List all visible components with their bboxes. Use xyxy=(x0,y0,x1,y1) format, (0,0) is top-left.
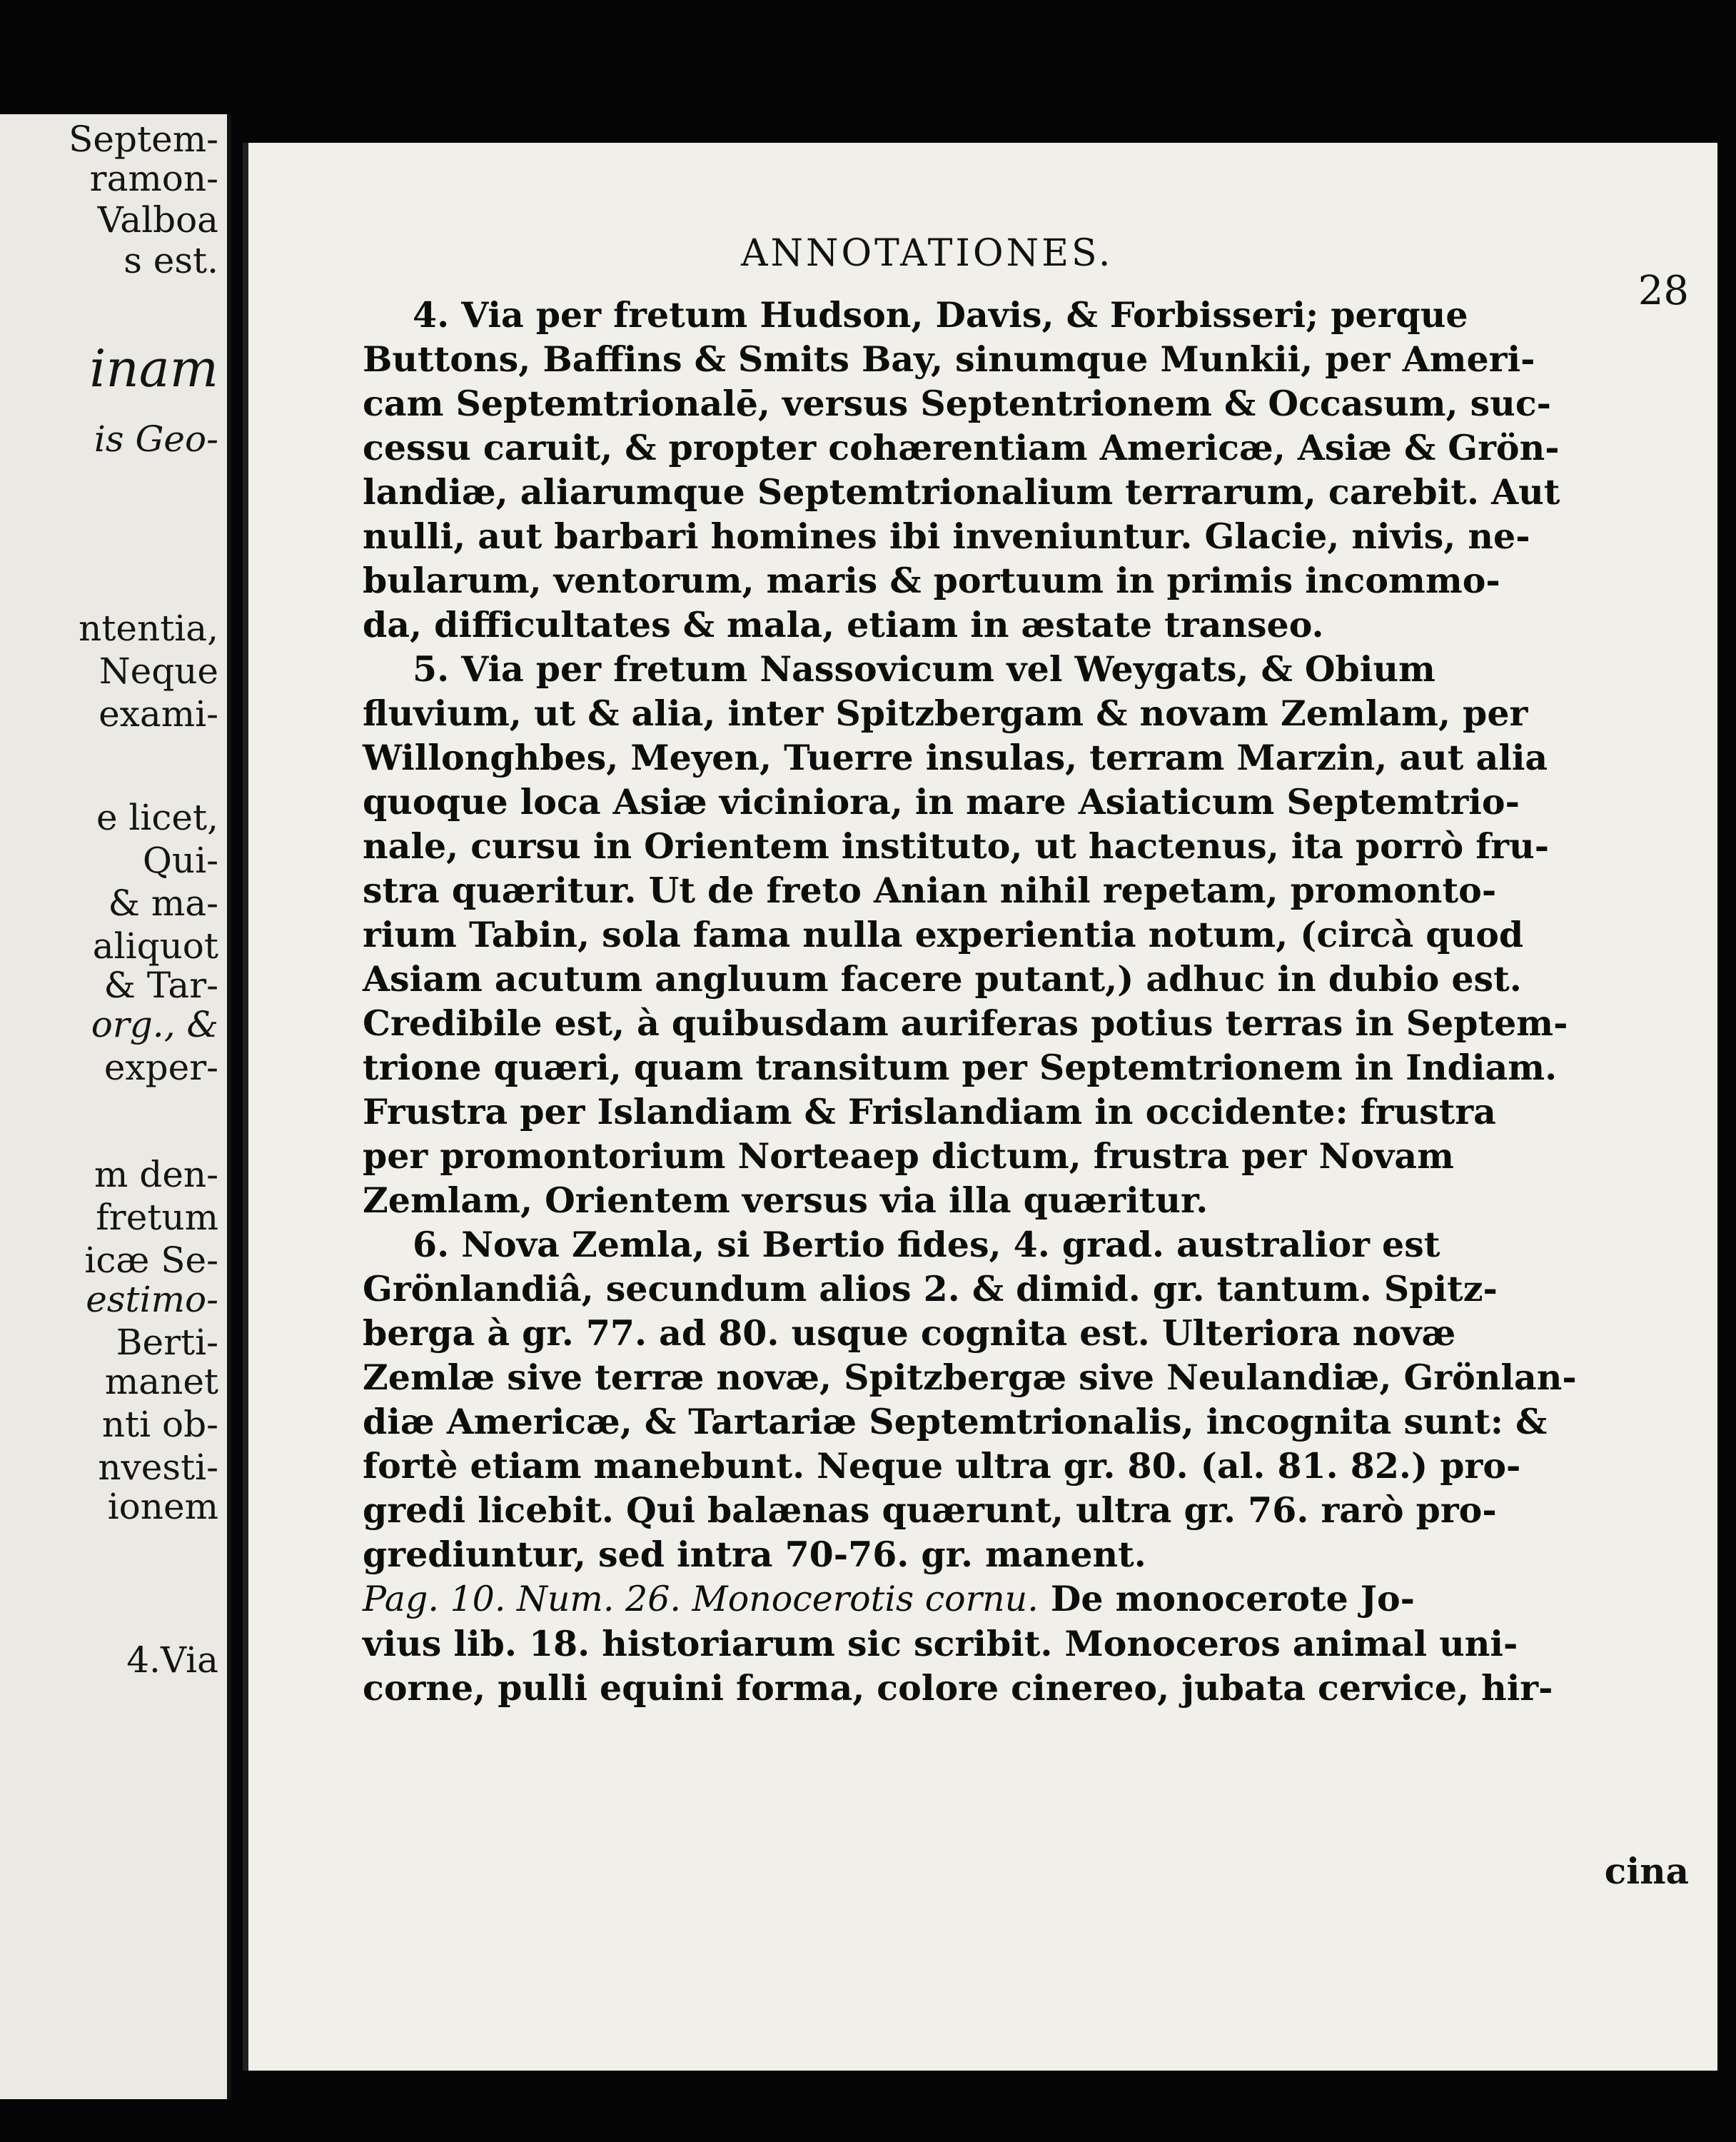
body-line: trione quæri, quam transitum per Septemtrionem in Indiam. xyxy=(363,1047,1558,1088)
left-page-line: ramon- xyxy=(89,158,218,199)
left-page-fragment xyxy=(0,114,231,2099)
left-page-line: exami- xyxy=(99,693,218,735)
left-page-line: ntentia, xyxy=(79,608,218,649)
left-page-line: Neque xyxy=(99,650,218,692)
body-line: stra quæritur. Ut de freto Anian nihil repetam, promonto- xyxy=(363,870,1497,911)
left-page-line: manet xyxy=(104,1361,218,1402)
body-line: per promontorium Norteaep dictum, frustra per Novam xyxy=(363,1135,1455,1177)
left-page-line: m den- xyxy=(94,1154,218,1195)
body-line: Zemlam, Orientem versus via illa quæritur. xyxy=(363,1180,1208,1221)
body-line: Asiam acutum angluum facere putant,) adhuc in dubio est. xyxy=(363,958,1522,1000)
body-line: Willonghbes, Meyen, Tuerre insulas, terram Marzin, aut alia xyxy=(363,737,1548,778)
body-line: rium Tabin, sola fama nulla experientia notum, (circà quod xyxy=(363,914,1524,955)
body-line: nale, cursu in Orientem instituto, ut hactenus, ita porrò fru- xyxy=(363,825,1550,867)
body-line: fortè etiam manebunt. Neque ultra gr. 80. (al. 81. 82.) pro- xyxy=(363,1445,1521,1487)
body-line: Buttons, Baffins & Smits Bay, sinumque Munkii, per Ameri- xyxy=(363,338,1535,380)
page-number: 28 xyxy=(1637,268,1689,314)
body-line: Credibile est, à quibusdam auriferas potius terras in Septem- xyxy=(363,1002,1568,1044)
left-page-line: fretum xyxy=(96,1197,218,1238)
body-line: 6. Nova Zemla, si Bertio fides, 4. grad. australior est xyxy=(413,1224,1440,1265)
body-line: Frustra per Islandiam & Frislandiam in occidente: frustra xyxy=(363,1091,1496,1132)
left-page-line: is Geo- xyxy=(94,418,218,460)
left-page-line: aliquot xyxy=(92,925,218,967)
body-line: cessu caruit, & propter cohærentiam Americæ, Asiæ & Grön- xyxy=(363,427,1560,468)
body-line: Zemlæ sive terræ novæ, Spitzbergæ sive Neulandiæ, Grönlan- xyxy=(363,1357,1577,1398)
left-page-line: ionem xyxy=(107,1486,218,1527)
note-text: De monocerote Jo- xyxy=(1038,1578,1415,1619)
left-page-line: org., & xyxy=(91,1004,218,1045)
left-page-line: nti ob- xyxy=(101,1404,218,1445)
body-line: bularum, ventorum, maris & portuum in primis incommo- xyxy=(363,560,1500,601)
left-page-line: s est. xyxy=(123,240,218,281)
body-line: grediuntur, sed intra 70-76. gr. manent. xyxy=(363,1534,1146,1575)
left-page-line: Qui- xyxy=(142,840,218,881)
body-line: Grönlandiâ, secundum alios 2. & dimid. gr. tantum. Spitz- xyxy=(363,1268,1498,1309)
left-page-line: e licet, xyxy=(96,797,218,838)
catchword: cina xyxy=(1604,1850,1689,1892)
body-line: 5. Via per fretum Nassovicum vel Weygats, & Obium xyxy=(413,648,1435,690)
left-page-line: exper- xyxy=(104,1047,218,1088)
left-page-line: 4.Via xyxy=(126,1639,218,1681)
note-line xyxy=(363,1577,1690,1621)
left-page-line: Berti- xyxy=(116,1322,218,1363)
body-line: da, difficultates & mala, etiam in æstate transeo. xyxy=(363,604,1324,645)
body-line: 4. Via per fretum Hudson, Davis, & Forbisseri; perque xyxy=(413,294,1468,336)
left-page-line: inam xyxy=(89,338,218,398)
body-line: nulli, aut barbari homines ibi inveniuntur. Glacie, nivis, ne- xyxy=(363,516,1530,557)
body-line: gredi licebit. Qui balænas quærunt, ultra gr. 76. rarò pro- xyxy=(363,1489,1497,1531)
body-line: quoque loca Asiæ viciniora, in mare Asiaticum Septemtrio- xyxy=(363,781,1520,823)
left-page-line: nvesti- xyxy=(98,1447,218,1488)
left-page-line: icæ Se- xyxy=(84,1240,218,1281)
left-page-line: Valboa xyxy=(97,199,218,241)
body-text xyxy=(363,293,1690,1710)
left-page-line: estimo- xyxy=(86,1279,218,1320)
body-line: landiæ, aliarumque Septemtrionalium terrarum, carebit. Aut xyxy=(363,471,1560,513)
body-line: fluvium, ut & alia, inter Spitzbergam & novam Zemlam, per xyxy=(363,693,1528,734)
left-page-line: & Tar- xyxy=(104,965,218,1006)
body-line: vius lib. 18. historiarum sic scribit. Monoceros animal uni- xyxy=(363,1623,1518,1664)
note-reference: Pag. 10. Num. 26. Monocerotis cornu. xyxy=(363,1579,1039,1619)
right-page xyxy=(243,143,1717,2071)
body-line: cam Septemtrionalē, versus Septentrionem & Occasum, suc- xyxy=(363,383,1551,424)
body-line: diæ Americæ, & Tartariæ Septemtrionalis, incognita sunt: & xyxy=(363,1401,1548,1442)
body-line: berga à gr. 77. ad 80. usque cognita est. Ulteriora novæ xyxy=(363,1312,1456,1354)
running-header: ANNOTATIONES. xyxy=(741,232,1114,275)
left-page-line: & ma- xyxy=(108,883,218,924)
left-page-line: Septem- xyxy=(69,119,218,160)
body-line: corne, pulli equini forma, colore cinereo, jubata cervice, hir- xyxy=(363,1667,1553,1709)
